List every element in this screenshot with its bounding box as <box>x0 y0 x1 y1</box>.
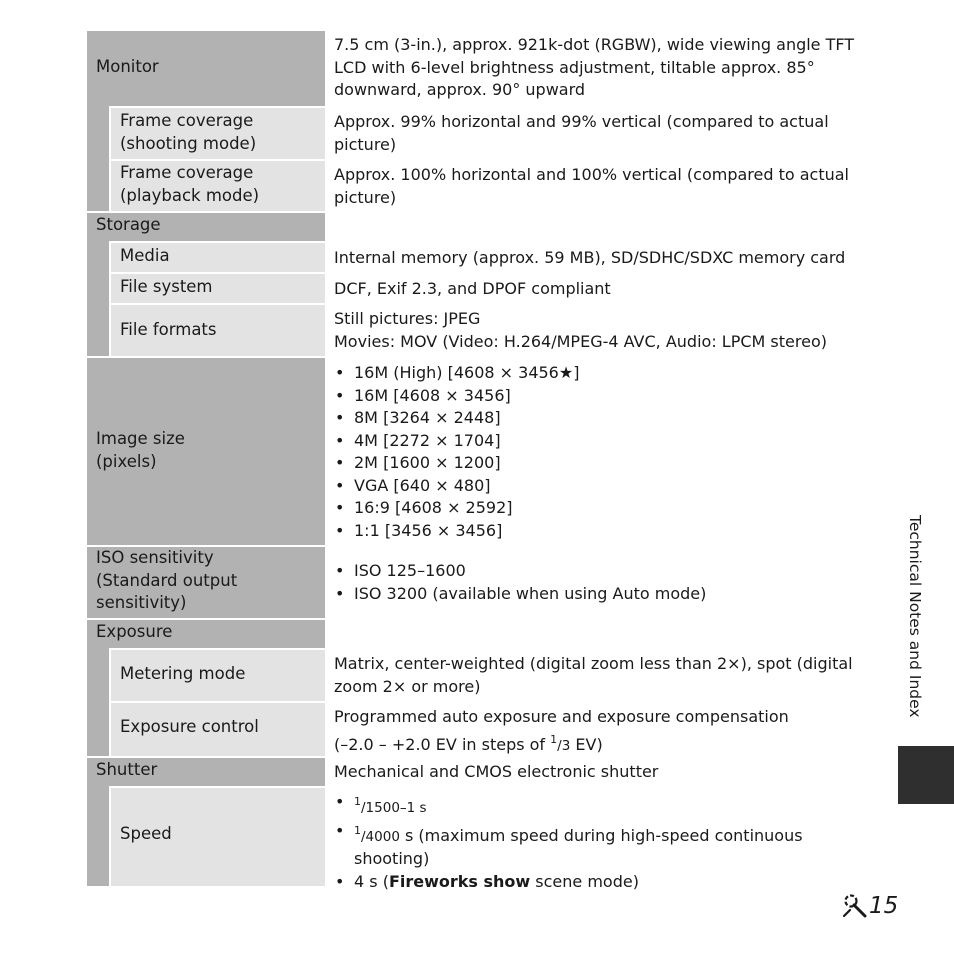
category-exposure <box>87 620 325 648</box>
subcategory-file-formats: File formats <box>111 305 325 356</box>
category-strip <box>87 648 109 756</box>
value-metering-mode: Matrix, center-weighted (digital zoom less than 2×), spot (digital zoom 2× or more) <box>334 654 853 696</box>
category-strip <box>87 786 109 886</box>
list-item: • VGA [640 × 480] <box>334 475 844 498</box>
value-speed <box>334 791 844 893</box>
value-shutter: Mechanical and CMOS electronic shutter <box>334 762 659 781</box>
category-strip <box>87 241 109 356</box>
subcategory-file-system: File system <box>111 274 325 303</box>
reference-wrench-icon <box>841 892 869 920</box>
category-monitor <box>87 31 325 106</box>
list-item: • 1:1 [3456 × 3456] <box>334 520 844 543</box>
section-tab-marker <box>898 746 954 804</box>
page-number <box>841 892 898 920</box>
list-item: • 4 s (Fireworks show scene mode) <box>334 871 844 894</box>
category-image-size: Image size (pixels) <box>87 358 325 545</box>
category-strip <box>87 106 109 211</box>
category-label: Exposure <box>96 622 173 641</box>
list-item: • 16M (High) [4608 × 3456★] <box>334 362 844 385</box>
subcategory-exposure-control: Exposure control <box>111 703 325 756</box>
list-item: • 2M [1600 × 1200] <box>334 452 844 475</box>
value-frame-coverage-playback: Approx. 100% horizontal and 100% vertical (compared to actual picture) <box>334 165 849 207</box>
value-media: Internal memory (approx. 59 MB), SD/SDHC/SDXC memory card <box>334 248 846 267</box>
category-shutter <box>87 758 325 786</box>
list-item: • $^1$/1500–1 s <box>334 791 844 820</box>
list-item: • 8M [3264 × 2448] <box>334 407 844 430</box>
subcategory-frame-coverage-playback: Frame coverage (playback mode) <box>111 161 325 211</box>
section-side-label: Technical Notes and Index <box>906 515 924 718</box>
value-file-system: DCF, Exif 2.3, and DPOF compliant <box>334 279 611 298</box>
category-label: Storage <box>96 215 161 234</box>
subcategory-media: Media <box>111 243 325 272</box>
subcategory-metering-mode: Metering mode <box>111 650 325 701</box>
page-number-text: 15 <box>869 893 899 919</box>
list-item: • 16:9 [4608 × 2592] <box>334 497 844 520</box>
category-label: Monitor <box>96 57 159 76</box>
list-item: • 4M [2272 × 1704] <box>334 430 844 453</box>
value-image-size <box>334 362 844 542</box>
value-exposure-control: Programmed auto exposure and exposure compensation (–2.0 – +2.0 EV in steps of $^1$/3 EV) <box>334 707 789 754</box>
list-item: • $^1$/4000 s (maximum speed during high-speed continuous shooting) <box>334 820 804 871</box>
category-label: Shutter <box>96 760 158 779</box>
list-item: • ISO 125–1600 <box>334 560 844 583</box>
list-item: • 16M [4608 × 3456] <box>334 385 844 408</box>
value-file-formats: Still pictures: JPEG Movies: MOV (Video: H.264/MPEG-4 AVC, Audio: LPCM stereo) <box>334 309 827 351</box>
subcategory-speed: Speed <box>111 788 325 886</box>
subcategory-frame-coverage-shooting: Frame coverage (shooting mode) <box>111 108 325 159</box>
list-item: • ISO 3200 (available when using Auto mode) <box>334 583 844 606</box>
category-iso-sensitivity: ISO sensitivity (Standard output sensitivity) <box>87 547 325 618</box>
value-monitor: 7.5 cm (3-in.), approx. 921k-dot (RGBW), wide viewing angle TFT LCD with 6-level brightness adjustment, tiltable approx. 85° downward, approx. 90° upward <box>334 35 855 99</box>
value-iso-sensitivity <box>334 560 844 605</box>
category-storage <box>87 213 325 241</box>
value-frame-coverage-shooting: Approx. 99% horizontal and 99% vertical (compared to actual picture) <box>334 112 829 154</box>
